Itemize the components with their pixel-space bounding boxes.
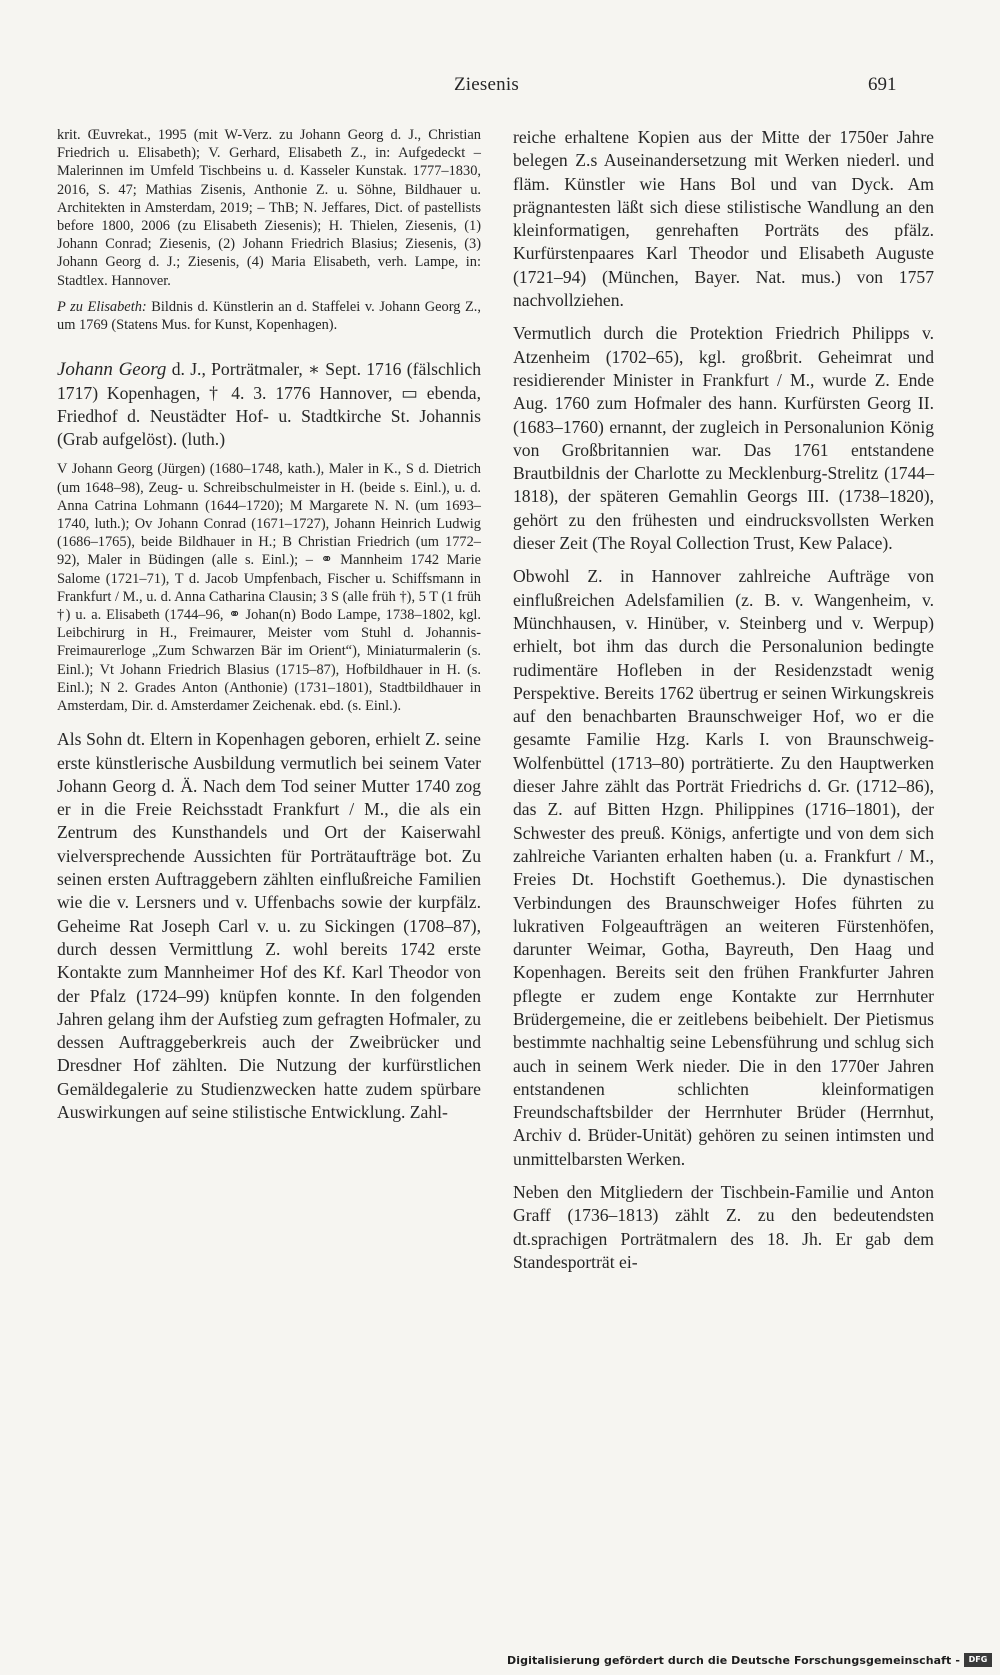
dfg-credit: Digitalisierung gefördert durch die Deutsche Forschungsgemeinschaft - [507, 1654, 960, 1667]
entry-heading [57, 358, 481, 451]
biography-paragraph-2: reiche erhaltene Kopien aus der Mitte der 1750er Jahre belegen Z.s Auseinandersetzung mit Werken niederl. und fläm. Künstler wie Hans Bol und van Dyck. Am prägnantesten läßt sich diese stilistische Wandlung an den kleinformatigen, genrehaften Porträts des pfälz. Kurfürstenpaares Karl Theodor und Elisabeth Auguste (1721–94) (München, Bayer. Nat. mus.) von 1757 nachvollziehen. [513, 127, 934, 311]
running-header [0, 74, 1000, 104]
genealogy-paragraph: V Johann Georg (Jürgen) (1680–1748, kath.), Maler in K., S d. Dietrich (um 1648–98), Zeug- u. Schreibschulmeister in H. (beide s. Einl.), u. d. Anna Catrina Lohmann (1644–1720); M Margarete N. N. (um 1693–1740, luth.); Ov Johann Conrad (1671–1727), Johann Heinrich Ludwig (1686–1765), beide Bildhauer in H.; B Christian Friedrich (um 1772–92), Maler in Büdingen (alle s. Einl.); – ⚭ Mannheim 1742 Marie Salome (1721–71), T d. Jacob Umpfenbach, Fischer u. Schiffsmann in Frankfurt / M., u. d. Anna Catharina Clausin; 3 S (alle früh †), 5 T (1 früh †) u. a. Elisabeth (1744–96, ⚭ Johan(n) Bodo Lampe, 1738–1802, kgl. Leibchirurg in H., Freimaurer, Meister vom Stuhl d. Johannis-Freimaurerloge „Zum Schwarzen Bär im Orient“), Miniaturmalerin (s. Einl.); Vt Johann Friedrich Blasius (1715–87), Hofbildhauer in H. (s. Einl.); N 2. Grades Anton (Anthonie) (1731–1801), Stadtbildhauer in Amsterdam, Dir. d. Amsterdamer Zeichenak. ebd. (s. Einl.). [57, 461, 481, 715]
right-column [513, 126, 934, 1274]
footer [0, 1652, 1000, 1672]
entry-head-text: d. J., Porträtmaler, ∗ Sept. 1716 (fälschlich 1717) Kopenhagen, † 4. 3. 1776 Hannover, ▭ ebenda, Friedhof d. Neustädter Hof- u. Stadtkirche St. Johannis (Grab aufgelöst). (luth.) [57, 359, 481, 450]
dfg-logo-icon: DFG [964, 1653, 992, 1667]
running-head-title: Ziesenis [454, 74, 519, 95]
portrait-label: P zu Elisabeth: [57, 298, 147, 315]
biography-paragraph-5: Neben den Mitgliedern der Tischbein-Familie und Anton Graff (1736–1813) zählt Z. zu den bedeutendsten dt.sprachigen Porträtmalern des 18. Jh. Er gab dem Standesporträt ei- [513, 1182, 934, 1272]
page-number: 691 [868, 74, 897, 95]
portrait-paragraph [57, 298, 481, 334]
entry-name: Johann Georg [57, 359, 167, 381]
sources-paragraph: krit. Œuvrekat., 1995 (mit W-Verz. zu Johann Georg d. J., Christian Friedrich u. Elisabeth); V. Gerhard, Elisabeth Z., in: Aufgedeckt – Malerinnen im Umfeld Tischbeins u. d. Kasseler Kunstak. 1777–1830, 2016, S. 47; Mathias Zisenis, Anthonie Z. u. Söhne, Bildhauer u. Architekten in Amsterdam, 2019; – ThB; N. Jeffares, Dict. of pastellists before 1800, 2006 (zu Elisabeth Ziesenis); H. Thielen, Ziesenis, (1) Johann Conrad; Ziesenis, (2) Johann Friedrich Blasius; Ziesenis, (3) Johann Georg d. J.; Ziesenis, (4) Maria Elisabeth, verh. Lampe, in: Stadtlex. Hannover. [57, 127, 481, 289]
portrait-text: Bildnis d. Künstlerin an d. Staffelei v. Johann Georg Z., um 1769 (Statens Mus. for Kunst, Kopenhagen). [57, 298, 482, 334]
biography-paragraph-1: Als Sohn dt. Eltern in Kopenhagen geboren, erhielt Z. seine erste künstlerische Ausbildung vermutlich bei seinem Vater Johann Georg d. Ä. Nach dem Tod seiner Mutter 1740 zog er in die Freie Reichsstadt Frankfurt / M., die als ein Zentrum des Kunsthandels und Ort der Kaiserwahl vielversprechende Aussichten für Porträtaufträge bot. Zu seinen ersten Auftraggebern zählten einflußreiche Familien wie die v. Lersners und v. Uffenbachs sowie der kurpfälz. Geheime Rat Joseph Carl v. u. zu Sickingen (1708–87), durch dessen Vermittlung Z. wohl bereits 1742 erste Kontakte zum Mannheimer Hof des Kf. Karl Theodor von der Pfalz (1724–99) knüpfen konnte. In den folgenden Jahren gelang ihm der Aufstieg zum gefragten Hofmaler, zu dessen Auftraggeberkreis auch der Zweibrücker und Dresdner Hof zählten. Die Nutzung der kurfürstlichen Gemäldegalerie zu Studienzwecken hatte zudem spürbare Auswirkungen auf seine stilistische Entwicklung. Zahl- [57, 729, 481, 1123]
left-column [57, 126, 481, 1124]
biography-paragraph-4: Obwohl Z. in Hannover zahlreiche Aufträge von einflußreichen Adelsfamilien (z. B. v. Wangenheim, v. Münchhausen, v. Hinüber, v. Steinberg und v. Werpup) erhielt, bot ihm das durch die Personalunion bedingte rudimentäre Hofleben in der Residenzstadt wenig Perspektive. Bereits 1762 übertrug er seinen Wirkungskreis auf den benachbarten Braunschweiger Hof, wo er die gesamte Familie Hzg. Karls I. von Braunschweig-Wolfenbüttel (1713–80) porträtierte. Zu den Hauptwerken dieser Jahre zählt das Porträt Friedrichs d. Gr. (1712–86), das Z. auf Bitten Hzgn. Philippines (1716–1801), der Schwester des preuß. Königs, anfertigte und von dem sich zahlreiche Varianten erhalten haben (u. a. Frankfurt / M., Freies Dt. Hochstift Goethemus.). Die dynastischen Verbindungen des Braunschweiger Hofes führten zu lukrativen Folgeaufträgen an weiteren Fürstenhöfen, darunter Weimar, Gotha, Bayreuth, Den Haag und Kopenhagen. Bereits seit den frühen Frankfurter Jahren pflegte er zudem enge Kontakte zur Herrnhuter Brüdergemeine, die er zeitlebens beibehielt. Der Pietismus bestimmte nachhaltig seine Lebensführung und schlug sich auch in seinem Werk nieder. Die in den 1770er Jahren entstandenen schlichten kleinformatigen Freundschaftsbilder der Herrnhuter Brüder (Herrnhut, Archiv d. Brüder-Unität) gehören zu seinen intimsten und unmittelbarsten Werken. [513, 566, 934, 1169]
biography-paragraph-3: Vermutlich durch die Protektion Friedrich Philipps v. Atzenheim (1702–65), kgl. großbrit. Geheimrat und residierender Minister in Frankfurt / M., wurde Z. Ende Aug. 1760 zum Hofmaler des hann. Kurfürsten Georg II. (1683–1760) ernannt, der zugleich in Personalunion König von Großbritannien war. Das 1761 entstandene Brautbildnis der Charlotte zu Mecklenburg-Strelitz (1744–1818), der späteren Gemahlin Georgs III. (1738–1820), gehört zu den frühesten und eindrucksvollsten Werken dieser Zeit (The Royal Collection Trust, Kew Palace). [513, 323, 934, 554]
